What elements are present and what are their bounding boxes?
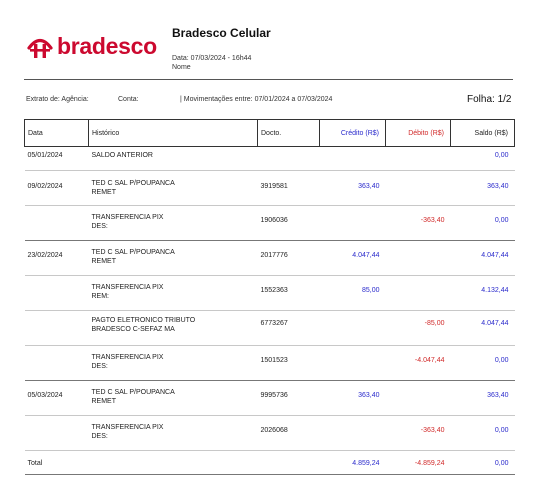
row-debit	[386, 171, 451, 206]
table-header-row	[25, 120, 515, 147]
history-line-1: TED C SAL P/POUPANCA	[91, 249, 175, 256]
history-line-2: DES:	[91, 433, 108, 440]
history-line-2: DES:	[91, 363, 108, 370]
row-date	[25, 416, 89, 451]
row-debit	[386, 276, 451, 311]
history-line-2: BRADESCO C-SEFAZ MA	[91, 326, 175, 333]
table-row	[25, 171, 515, 206]
row-history	[89, 206, 258, 241]
history-line-1: SALDO ANTERIOR	[91, 152, 153, 159]
history-line-2: REMET	[91, 189, 116, 196]
bradesco-tree-icon	[26, 35, 54, 59]
bradesco-logo	[26, 33, 156, 63]
row-debit	[386, 241, 451, 276]
total-blank	[89, 451, 258, 475]
page-counter: Folha: 1/2	[467, 94, 512, 105]
table-row	[25, 241, 515, 276]
total-label: Total	[25, 451, 89, 475]
row-document: 1906036	[258, 206, 320, 241]
row-balance: 0,00	[451, 416, 515, 451]
history-line-1: TED C SAL P/POUPANCA	[91, 389, 175, 396]
row-balance: 4.047,44	[451, 311, 515, 346]
total-balance: 0,00	[451, 451, 515, 475]
header-divider	[24, 79, 513, 80]
col-debit: Débito (R$)	[386, 120, 451, 147]
row-history	[89, 276, 258, 311]
row-credit: 363,40	[320, 381, 386, 416]
row-history	[89, 416, 258, 451]
history-line-2: REMET	[91, 258, 116, 265]
row-credit	[320, 206, 386, 241]
row-credit: 4.047,44	[320, 241, 386, 276]
row-credit: 363,40	[320, 171, 386, 206]
row-history	[89, 311, 258, 346]
col-history: Histórico	[89, 120, 258, 147]
statement-table	[24, 119, 515, 475]
row-document: 2017776	[258, 241, 320, 276]
table-row	[25, 346, 515, 381]
table-row	[25, 311, 515, 346]
period-range: | Movimentações entre: 07/01/2024 a 07/03/2024	[180, 96, 333, 103]
row-credit	[320, 346, 386, 381]
account-number-label: Conta:	[118, 96, 139, 103]
row-document	[258, 147, 320, 171]
history-line-1: TRANSFERENCIA PIX	[91, 284, 164, 291]
table-row	[25, 206, 515, 241]
col-balance: Saldo (R$)	[451, 120, 515, 147]
table-row	[25, 276, 515, 311]
total-debit: -4.859,24	[386, 451, 451, 475]
row-document: 2026068	[258, 416, 320, 451]
report-date: Data: 07/03/2024 - 16h44	[172, 55, 252, 62]
table-row	[25, 147, 515, 171]
row-document: 9995736	[258, 381, 320, 416]
row-date: 09/02/2024	[25, 171, 89, 206]
row-document: 1501523	[258, 346, 320, 381]
row-balance: 0,00	[451, 206, 515, 241]
row-debit: -363,40	[386, 206, 451, 241]
brand-wordmark: bradesco	[57, 33, 157, 59]
row-balance: 0,00	[451, 147, 515, 171]
row-date: 05/01/2024	[25, 147, 89, 171]
row-document: 3919581	[258, 171, 320, 206]
row-date	[25, 311, 89, 346]
row-date: 05/03/2024	[25, 381, 89, 416]
row-credit	[320, 147, 386, 171]
row-balance: 4.047,44	[451, 241, 515, 276]
table-row	[25, 416, 515, 451]
row-credit	[320, 311, 386, 346]
row-history	[89, 381, 258, 416]
total-blank	[258, 451, 320, 475]
row-history	[89, 171, 258, 206]
history-line-1: TRANSFERENCIA PIX	[91, 214, 164, 221]
total-row	[25, 451, 515, 475]
row-credit	[320, 416, 386, 451]
history-line-1: TRANSFERENCIA PIX	[91, 424, 164, 431]
account-agency-label: Extrato de: Agência:	[26, 96, 89, 103]
row-debit: -85,00	[386, 311, 451, 346]
row-debit: -363,40	[386, 416, 451, 451]
row-debit	[386, 381, 451, 416]
row-balance: 363,40	[451, 381, 515, 416]
page-title: Bradesco Celular	[172, 26, 271, 40]
row-debit: -4.047,44	[386, 346, 451, 381]
history-line-1: PAGTO ELETRONICO TRIBUTO	[91, 317, 196, 324]
col-document: Docto.	[258, 120, 320, 147]
history-line-1: TED C SAL P/POUPANCA	[91, 180, 175, 187]
history-line-1: TRANSFERENCIA PIX	[91, 354, 164, 361]
col-date: Data	[25, 120, 89, 147]
total-credit: 4.859,24	[320, 451, 386, 475]
row-date: 23/02/2024	[25, 241, 89, 276]
row-date	[25, 276, 89, 311]
row-history	[89, 147, 258, 171]
row-document: 1552363	[258, 276, 320, 311]
row-date	[25, 346, 89, 381]
row-balance: 0,00	[451, 346, 515, 381]
row-debit	[386, 147, 451, 171]
row-history	[89, 346, 258, 381]
row-history	[89, 241, 258, 276]
row-credit: 85,00	[320, 276, 386, 311]
row-balance: 4.132,44	[451, 276, 515, 311]
table-row	[25, 381, 515, 416]
history-line-2: DES:	[91, 223, 108, 230]
history-line-2: REMET	[91, 398, 116, 405]
customer-name-label: Nome	[172, 64, 191, 71]
row-date	[25, 206, 89, 241]
row-document: 6773267	[258, 311, 320, 346]
col-credit: Crédito (R$)	[320, 120, 386, 147]
history-line-2: REM:	[91, 293, 109, 300]
row-balance: 363,40	[451, 171, 515, 206]
